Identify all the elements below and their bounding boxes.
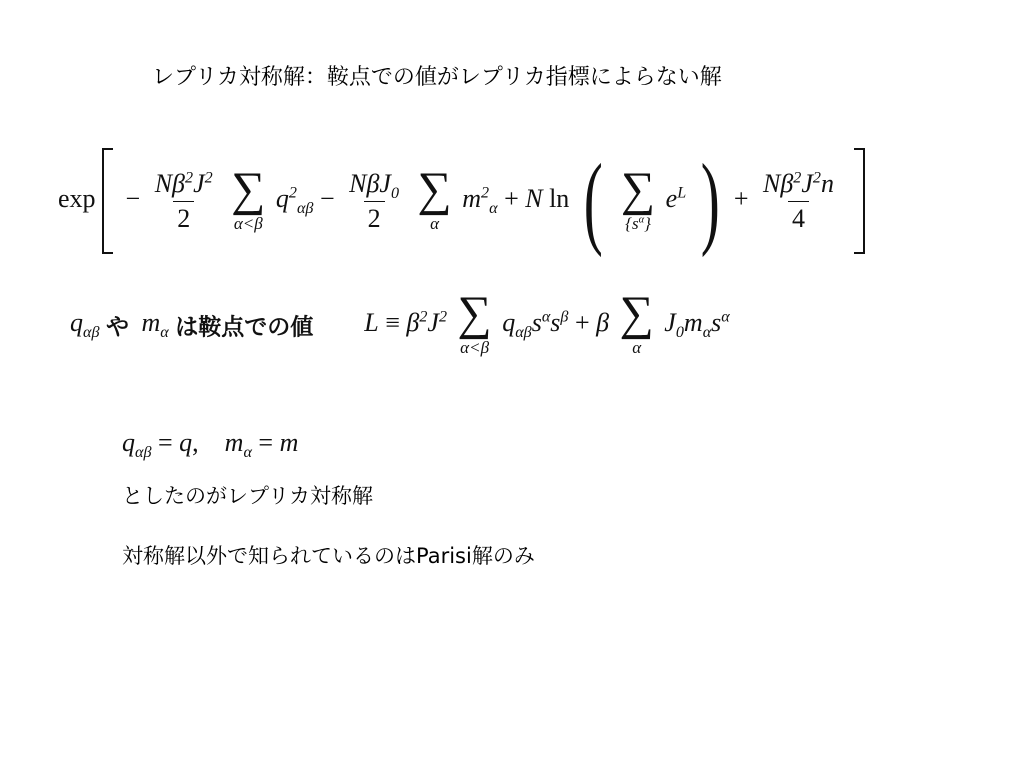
fraction-2: [345, 169, 403, 234]
sigma-symbol-1: ∑: [231, 163, 266, 216]
plus-sign-1: +: [504, 183, 519, 213]
fraction-3-numerator: $N\beta^2J^2n$: [763, 168, 834, 198]
m-alpha: $m_\alpha$: [141, 307, 169, 342]
sum-L-2: [619, 287, 654, 358]
e-to-L: $e^L$: [665, 183, 687, 213]
sum-L-2-limit: α: [632, 338, 642, 357]
L-term-2: $J_0m_\alpha s^\alpha$: [664, 307, 730, 342]
L-term-1: $q_{\alpha\beta}s^\alpha s^\beta$: [502, 307, 569, 342]
beta-J-squared: $\beta^2J^2$: [406, 307, 447, 337]
m-squared: $m^2_\alpha$: [462, 183, 498, 218]
sum-L-1: [457, 287, 492, 358]
equiv-sign: ≡: [385, 307, 407, 337]
fraction-2-denominator: 2: [364, 201, 385, 234]
q-alpha-beta: $q_{\alpha\beta}$: [70, 307, 100, 342]
parisi-description: 対称解以外で知られているのはParisi解のみ: [122, 544, 535, 568]
main-equation: [58, 143, 865, 258]
sum-1: [231, 163, 266, 234]
sigma-symbol-L2: ∑: [619, 287, 654, 340]
leading-minus: −: [125, 183, 141, 213]
fraction-1-numerator: $N\beta^2J^2$: [154, 168, 213, 198]
left-bracket: [102, 148, 113, 254]
right-paren: ): [700, 143, 720, 258]
exp-label: exp: [58, 183, 96, 213]
sigma-symbol-L1: ∑: [457, 287, 492, 340]
plus-sign-2: +: [733, 183, 749, 213]
fraction-2-numerator: NβJ$_0$: [349, 168, 400, 202]
sum-2: [417, 163, 452, 234]
fraction-1: [151, 169, 217, 234]
slide-title: レプリカ対称解：鞍点での値がレプリカ指標によらない解: [152, 65, 722, 90]
minus-sign: −: [319, 183, 335, 213]
fraction-1-denominator: 2: [173, 201, 194, 234]
right-bracket: [854, 148, 865, 254]
ya-text: や: [105, 314, 129, 341]
sigma-symbol-3: ∑: [620, 163, 656, 216]
sum-L-1-limit: α<β: [460, 338, 490, 357]
left-paren: (: [583, 143, 603, 258]
rs-description: としたのがレプリカ対称解: [122, 484, 373, 508]
sum-2-limit: α: [430, 214, 440, 233]
fraction-3: [759, 169, 838, 234]
q-squared: $q^2_{\alpha\beta}$: [275, 183, 314, 218]
sum-3: [620, 163, 656, 234]
fraction-3-denominator: 4: [788, 201, 809, 234]
sigma-symbol-2: ∑: [417, 163, 452, 216]
sum-1-limit: α<β: [233, 214, 263, 233]
saddle-value-text: は鞍点での値: [175, 314, 314, 341]
n-ln: N ln: [525, 183, 570, 213]
L-definition: L: [364, 307, 379, 337]
saddle-point-line: [70, 287, 730, 358]
plus-beta: + β: [574, 307, 610, 337]
rs-condition: $q_{\alpha\beta} = q$, $m_\alpha = m$: [122, 428, 299, 462]
sum-3-limit: $\{s^\alpha\}$: [625, 214, 651, 233]
